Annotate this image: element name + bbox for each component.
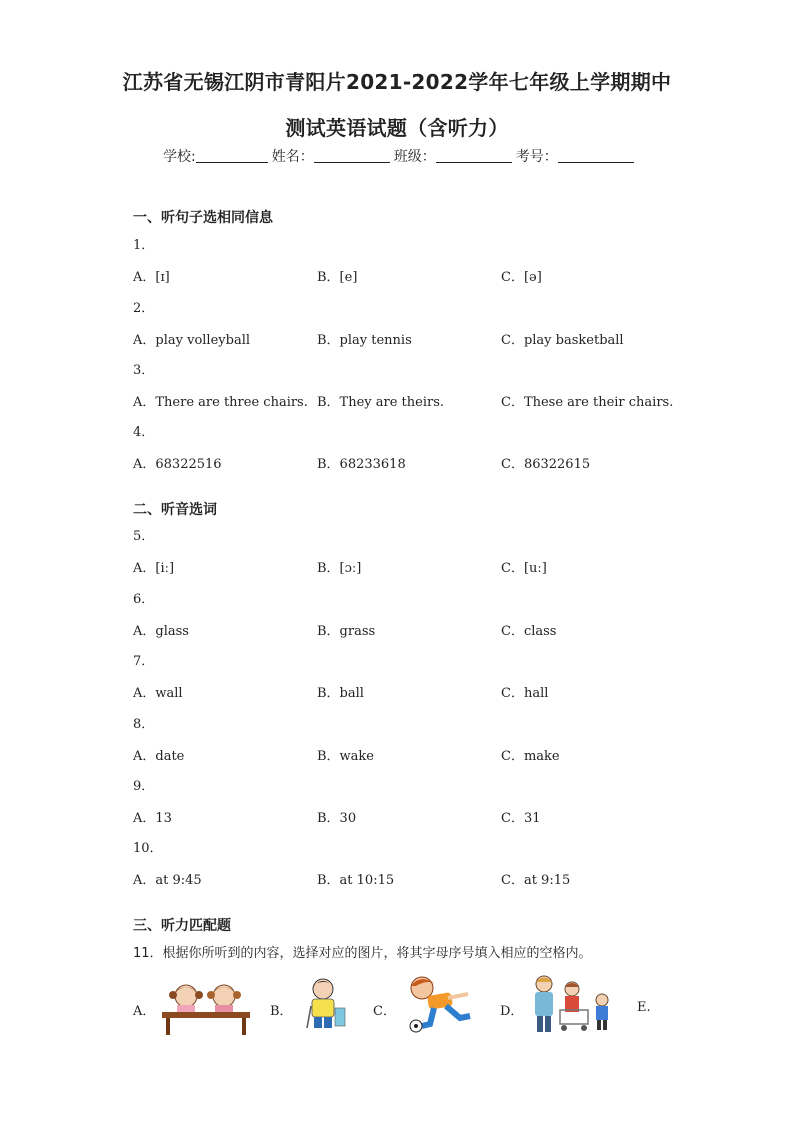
option-a: A．date	[133, 749, 185, 764]
option-c: C．31	[501, 811, 541, 826]
option-c: C．class	[501, 624, 557, 639]
name-blank	[314, 148, 390, 163]
option-a: A．wall	[133, 686, 183, 701]
option-c: C．[ə]	[501, 270, 542, 285]
option-c: C．at 9:15	[501, 873, 571, 888]
option-b: B．grass	[317, 624, 376, 639]
question-number: 6．	[133, 592, 155, 607]
picture-label-b: B．	[270, 1004, 293, 1019]
section-title: 二、听音选词	[133, 502, 217, 518]
option-c: C．86322615	[501, 457, 591, 472]
option-b: B．play tennis	[317, 333, 412, 348]
option-b: B．wake	[317, 749, 375, 764]
picture-label-a: A．	[133, 1004, 156, 1019]
class-label: 班级：	[393, 149, 436, 165]
school-blank	[196, 148, 268, 163]
option-a: A．[ɪ]	[133, 270, 170, 285]
option-b: B．68233618	[317, 457, 406, 472]
section-title: 三、听力匹配题	[133, 918, 231, 934]
option-b: B．They are theirs.	[317, 395, 445, 410]
question-number: 10．	[133, 841, 163, 856]
class-blank	[436, 148, 512, 163]
picture-b-boy	[297, 976, 353, 1032]
option-c: C．make	[501, 749, 560, 764]
option-b: B．30	[317, 811, 357, 826]
question-number: 8．	[133, 717, 155, 732]
section-title: 一、听句子选相同信息	[133, 210, 273, 226]
option-a: A．[iː]	[133, 561, 175, 576]
question-11-instruction: 11．根据你所听到的内容，选择对应的图片，将其字母序号填入相应的空格内。	[133, 946, 592, 961]
document-title-line-2: 测试英语试题（含听力）	[285, 116, 509, 140]
option-a: A．play volleyball	[133, 333, 251, 348]
question-number: 2．	[133, 301, 155, 316]
name-label: 姓名：	[271, 149, 314, 165]
picture-label-c: C．	[373, 1004, 396, 1019]
student-info-line	[163, 146, 638, 166]
option-a: A．68322516	[133, 457, 222, 472]
question-number: 1．	[133, 238, 155, 253]
exam-no-blank	[558, 148, 634, 163]
option-c: C．[uː]	[501, 561, 547, 576]
option-c: C．play basketball	[501, 333, 624, 348]
exam-no-label: 考号：	[515, 149, 558, 165]
option-a: A．There are three chairs.	[133, 395, 308, 410]
picture-a-girls-at-table	[158, 978, 254, 1036]
option-b: B．ball	[317, 686, 364, 701]
picture-d-family-shopping	[528, 974, 618, 1034]
option-b: B．at 10:15	[317, 873, 395, 888]
school-label: 学校:	[163, 149, 196, 165]
option-c: C．These are their chairs.	[501, 395, 674, 410]
question-number: 9．	[133, 779, 155, 794]
option-b: B．[e]	[317, 270, 358, 285]
option-c: C．hall	[501, 686, 549, 701]
option-a: A．glass	[133, 624, 189, 639]
picture-label-d: D．	[500, 1004, 524, 1019]
option-a: A．at 9:45	[133, 873, 202, 888]
question-number: 4．	[133, 425, 155, 440]
question-number: 5．	[133, 529, 155, 544]
question-number: 3．	[133, 363, 155, 378]
option-b: B．[ɔː]	[317, 561, 362, 576]
document-title-line-1: 江苏省无锡江阴市青阳片2021-2022学年七年级上学期期中	[122, 70, 672, 94]
option-a: A．13	[133, 811, 172, 826]
picture-c-boy-playing-football	[404, 974, 484, 1034]
picture-label-e: E.	[637, 1000, 651, 1015]
question-number: 7．	[133, 654, 155, 669]
